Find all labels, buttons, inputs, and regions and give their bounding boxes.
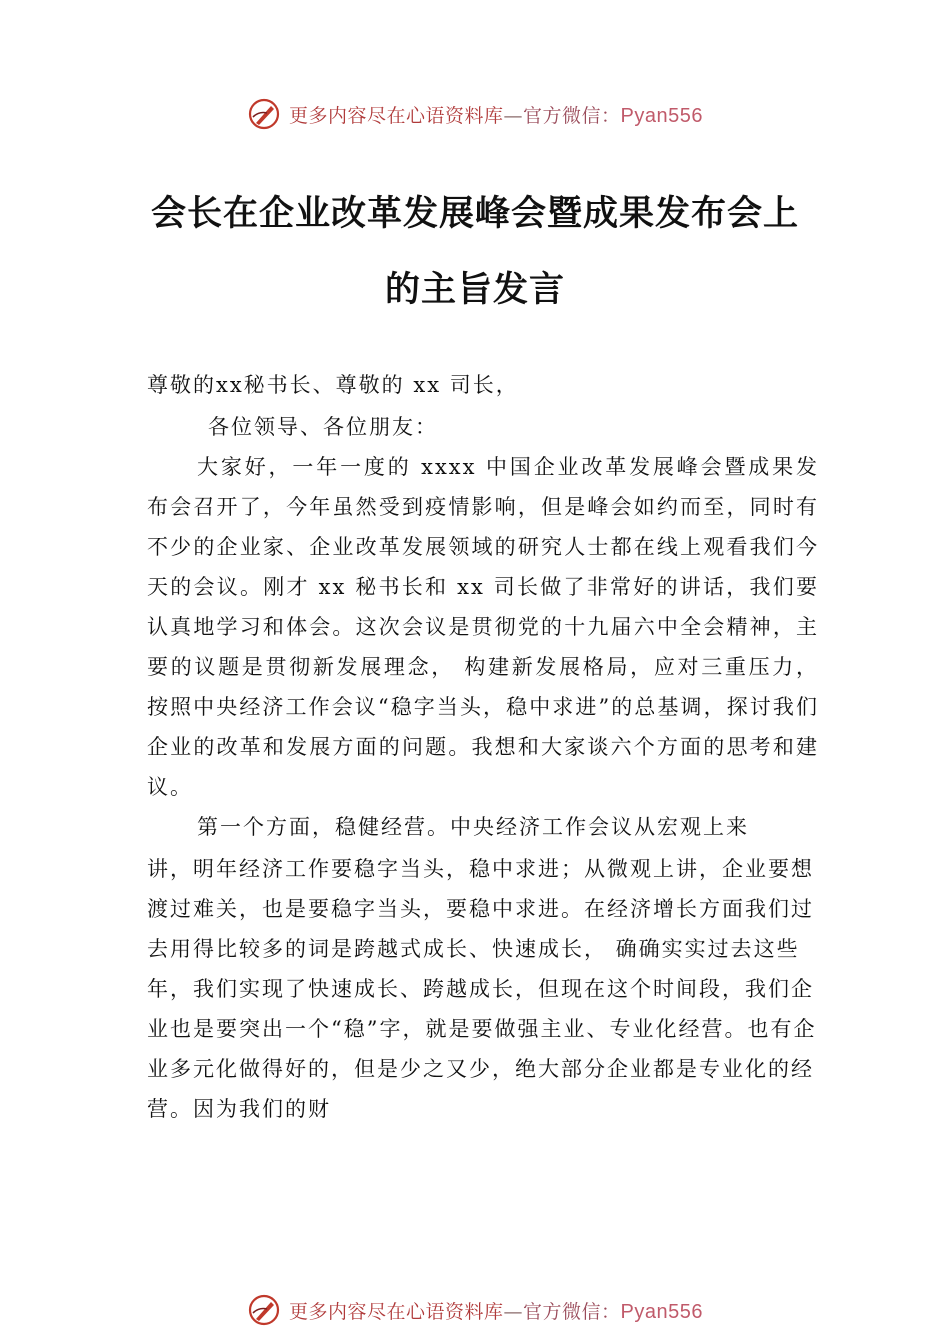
banner-wechat-label: 官方微信： xyxy=(523,1300,621,1323)
paragraph-section1-body: 讲，明年经济工作要稳字当头，稳中求进；从微观上讲，企业要想渡过难关，也是要稳字当头，要稳中求进。在经济增长方面我们过去用得比较多的词是跨越式成长、快速成长， 确确实实过去这些年，我们实现了快速成长、跨越成长，但现在这个时间段，我们企业也是要突出一个“稳”字，就是要做强主业、专业化经营。也有企业多元化做得好的，但是少之又少，绝大部分企业都是专业化的经营。因为我们的财 xyxy=(147,857,817,1121)
document-title-line1: 会长在企业改革发展峰会暨成果发布会上 xyxy=(150,193,799,234)
banner-wechat-id: Pyan556 xyxy=(620,104,703,127)
paragraph-section1-first-line: 第一个方面，稳健经营。中央经济工作会议从宏观上来 xyxy=(197,815,749,839)
banner-main-text: 更多内容尽在心语资料库 xyxy=(289,1300,504,1323)
header-banner xyxy=(0,94,950,134)
pen-logo-icon xyxy=(247,97,281,131)
banner-main-text: 更多内容尽在心语资料库 xyxy=(289,104,504,127)
paragraph-opening: 大家好，一年一度的 xxxx 中国企业改革发展峰会暨成果发布会召开了，今年虽然受到疫情影响，但是峰会如约而至，同时有不少的企业家、企业改革发展领域的研究人士都在线上观看我们今天的会议。刚才 xx 秘书长和 xx 司长做了非常好的讲话，我们要认真地学习和体会。这次会议是贯彻党的十九届六中全会精神，主要的议题是贯彻新发展理念， 构建新发展格局，应对三重压力，按照中央经济工作会议“稳字当头，稳中求进”的总基调，探讨我们企业的改革和发展方面的问题。我想和大家谈六个方面的思考和建议。 xyxy=(147,455,819,799)
banner-wechat-id: Pyan556 xyxy=(620,1300,703,1323)
document-title-line2: 的主旨发言 xyxy=(384,269,565,310)
footer-banner xyxy=(0,1290,950,1330)
banner-wechat-label: 官方微信： xyxy=(523,104,621,127)
banner-separator: — xyxy=(503,1300,524,1323)
pen-logo-icon xyxy=(247,1293,281,1327)
banner-text xyxy=(289,101,703,128)
greeting-line-2: 各位领导、各位朋友： xyxy=(208,415,438,439)
greeting-line-1: 尊敬的xx秘书长、尊敬的 xx 司长， xyxy=(147,373,519,397)
banner-text xyxy=(289,1297,703,1324)
banner-separator: — xyxy=(503,104,524,127)
